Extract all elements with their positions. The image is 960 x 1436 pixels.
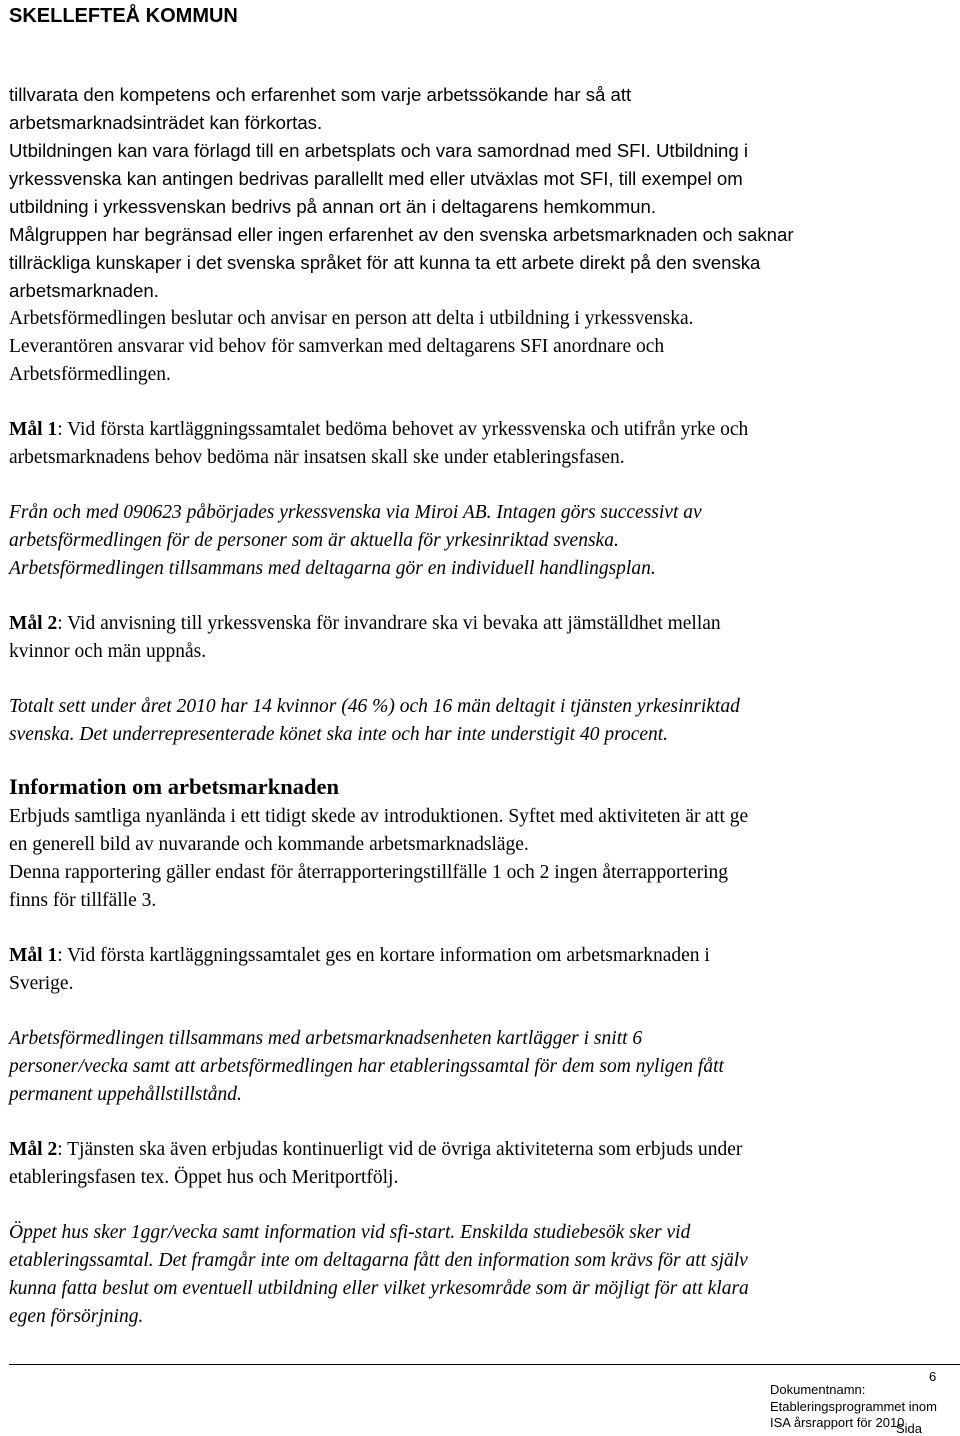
goal-1-paragraph [9, 416, 954, 472]
italic-note [9, 1025, 954, 1109]
italic-note [9, 693, 954, 749]
text-line: Erbjuds samtliga nyanlända i ett tidigt skede av introduktionen. Syftet med aktiviteten är att ge [9, 806, 749, 827]
text-line: Mål 2: Vid anvisning till yrkessvenska för invandrare ska vi bevaka att jämställdhet mellan [9, 613, 721, 634]
intro-paragraph [9, 81, 954, 389]
text-line: en generell bild av nuvarande och kommande arbetsmarknadsläge. [9, 834, 529, 855]
italic-note [9, 1219, 954, 1331]
text-line: tillräckliga kunskaper i det svenska språket för att kunna ta ett arbete direkt på den svenska [9, 252, 761, 273]
text-line: Totalt sett under året 2010 har 14 kvinnor (46 %) och 16 män deltagit i tjänsten yrkesinriktad [9, 696, 740, 717]
text-line: permanent uppehållstillstånd. [9, 1084, 242, 1105]
goal-label: Mål 1 [9, 945, 58, 966]
text-line: etableringsfasen tex. Öppet hus och Meritportfölj. [9, 1167, 399, 1188]
footer-doc-sub: ISA årsrapport för 2010 [770, 1415, 905, 1430]
page-number: 6 [929, 1369, 937, 1384]
text-line: Denna rapportering gäller endast för återrapporteringstillfälle 1 och 2 ingen återrapportering [9, 862, 729, 883]
footer-doc-name: Etableringsprogrammet inom [770, 1398, 937, 1414]
text-line: kunna fatta beslut om eventuell utbildning eller vilket yrkesområde som är möjligt för att klara [9, 1278, 749, 1299]
goal-label: Mål 2 [9, 1139, 58, 1160]
text-line: Från och med 090623 påbörjades yrkessvenska via Miroi AB. Intagen görs successivt av [9, 502, 702, 523]
goal-label: Mål 1 [9, 419, 58, 440]
italic-note [9, 499, 954, 583]
text-line: Arbetsförmedlingen beslutar och anvisar en person att delta i utbildning i yrkessvenska. [9, 308, 694, 329]
text-line: Öppet hus sker 1ggr/vecka samt information vid sfi-start. Enskilda studiebesök sker vid [9, 1222, 691, 1243]
text-line: tillvarata den kompetens och erfarenhet som varje arbetssökande har så att [9, 84, 632, 105]
text-line: Arbetsförmedlingen tillsammans med arbetsmarknadsenheten kartlägger i snitt 6 [9, 1028, 643, 1049]
text-line: arbetsmarknadsinträdet kan förkortas. [9, 112, 323, 133]
text-line: arbetsförmedlingen för de personer som är aktuella för yrkesinriktad svenska. [9, 530, 619, 551]
footer-divider [9, 1364, 960, 1365]
goal-2-paragraph [9, 610, 954, 666]
goal-label: Mål 2 [9, 613, 58, 634]
text-line: Arbetsförmedlingen. [9, 364, 171, 385]
text-line: Leverantören ansvarar vid behov för samverkan med deltagarens SFI anordnare och [9, 336, 665, 357]
section-paragraph [9, 803, 954, 915]
text-line: Mål 2: Tjänsten ska även erbjudas kontinuerligt vid de övriga aktiviteterna som erbjuds under [9, 1139, 743, 1160]
text-line: etableringssamtal. Det framgår inte om deltagarna fått den information som krävs för att själv [9, 1250, 748, 1271]
footer-doc-label: Dokumentnamn: [770, 1382, 866, 1397]
text-line: kvinnor och män uppnås. [9, 641, 207, 662]
text-line: egen försörjning. [9, 1306, 144, 1327]
goal-1-paragraph [9, 942, 954, 998]
page-label: Sida [896, 1421, 923, 1436]
goal-2-paragraph [9, 1136, 954, 1192]
text-line: Målgruppen har begränsad eller ingen erfarenhet av den svenska arbetsmarknaden och saknar [9, 224, 794, 245]
text-line: arbetsmarknaden. [9, 280, 159, 301]
text-line: Arbetsförmedlingen tillsammans med deltagarna gör en individuell handlingsplan. [9, 558, 656, 579]
section-heading: Information om arbetsmarknaden [9, 774, 339, 799]
text-line: Mål 1: Vid första kartläggningssamtalet ges en kortare information om arbetsmarknaden i [9, 945, 710, 966]
text-line: arbetsmarknadens behov bedöma när insatsen skall ske under etableringsfasen. [9, 447, 625, 468]
text-line: svenska. Det underrepresenterade könet ska inte och har inte understigit 40 procent. [9, 724, 669, 745]
text-line: personer/vecka samt att arbetsförmedlingen har etableringssamtal för dem som nyligen fått [9, 1056, 724, 1077]
text-line: Sverige. [9, 973, 74, 994]
text-line: Mål 1: Vid första kartläggningssamtalet bedöma behovet av yrkessvenska och utifrån yrke och [9, 419, 749, 440]
text-line: finns för tillfälle 3. [9, 890, 157, 911]
text-line: Utbildningen kan vara förlagd till en arbetsplats och vara samordnad med SFI. Utbildning i [9, 140, 748, 161]
document-body [9, 81, 954, 1331]
text-line: utbildning i yrkessvenskan bedrivs på annan ort än i deltagarens hemkommun. [9, 196, 657, 217]
organization-header: SKELLEFTEÅ KOMMUN [9, 5, 238, 27]
text-line: yrkessvenska kan antingen bedrivas parallellt med eller utväxlas mot SFI, till exempel om [9, 168, 743, 189]
